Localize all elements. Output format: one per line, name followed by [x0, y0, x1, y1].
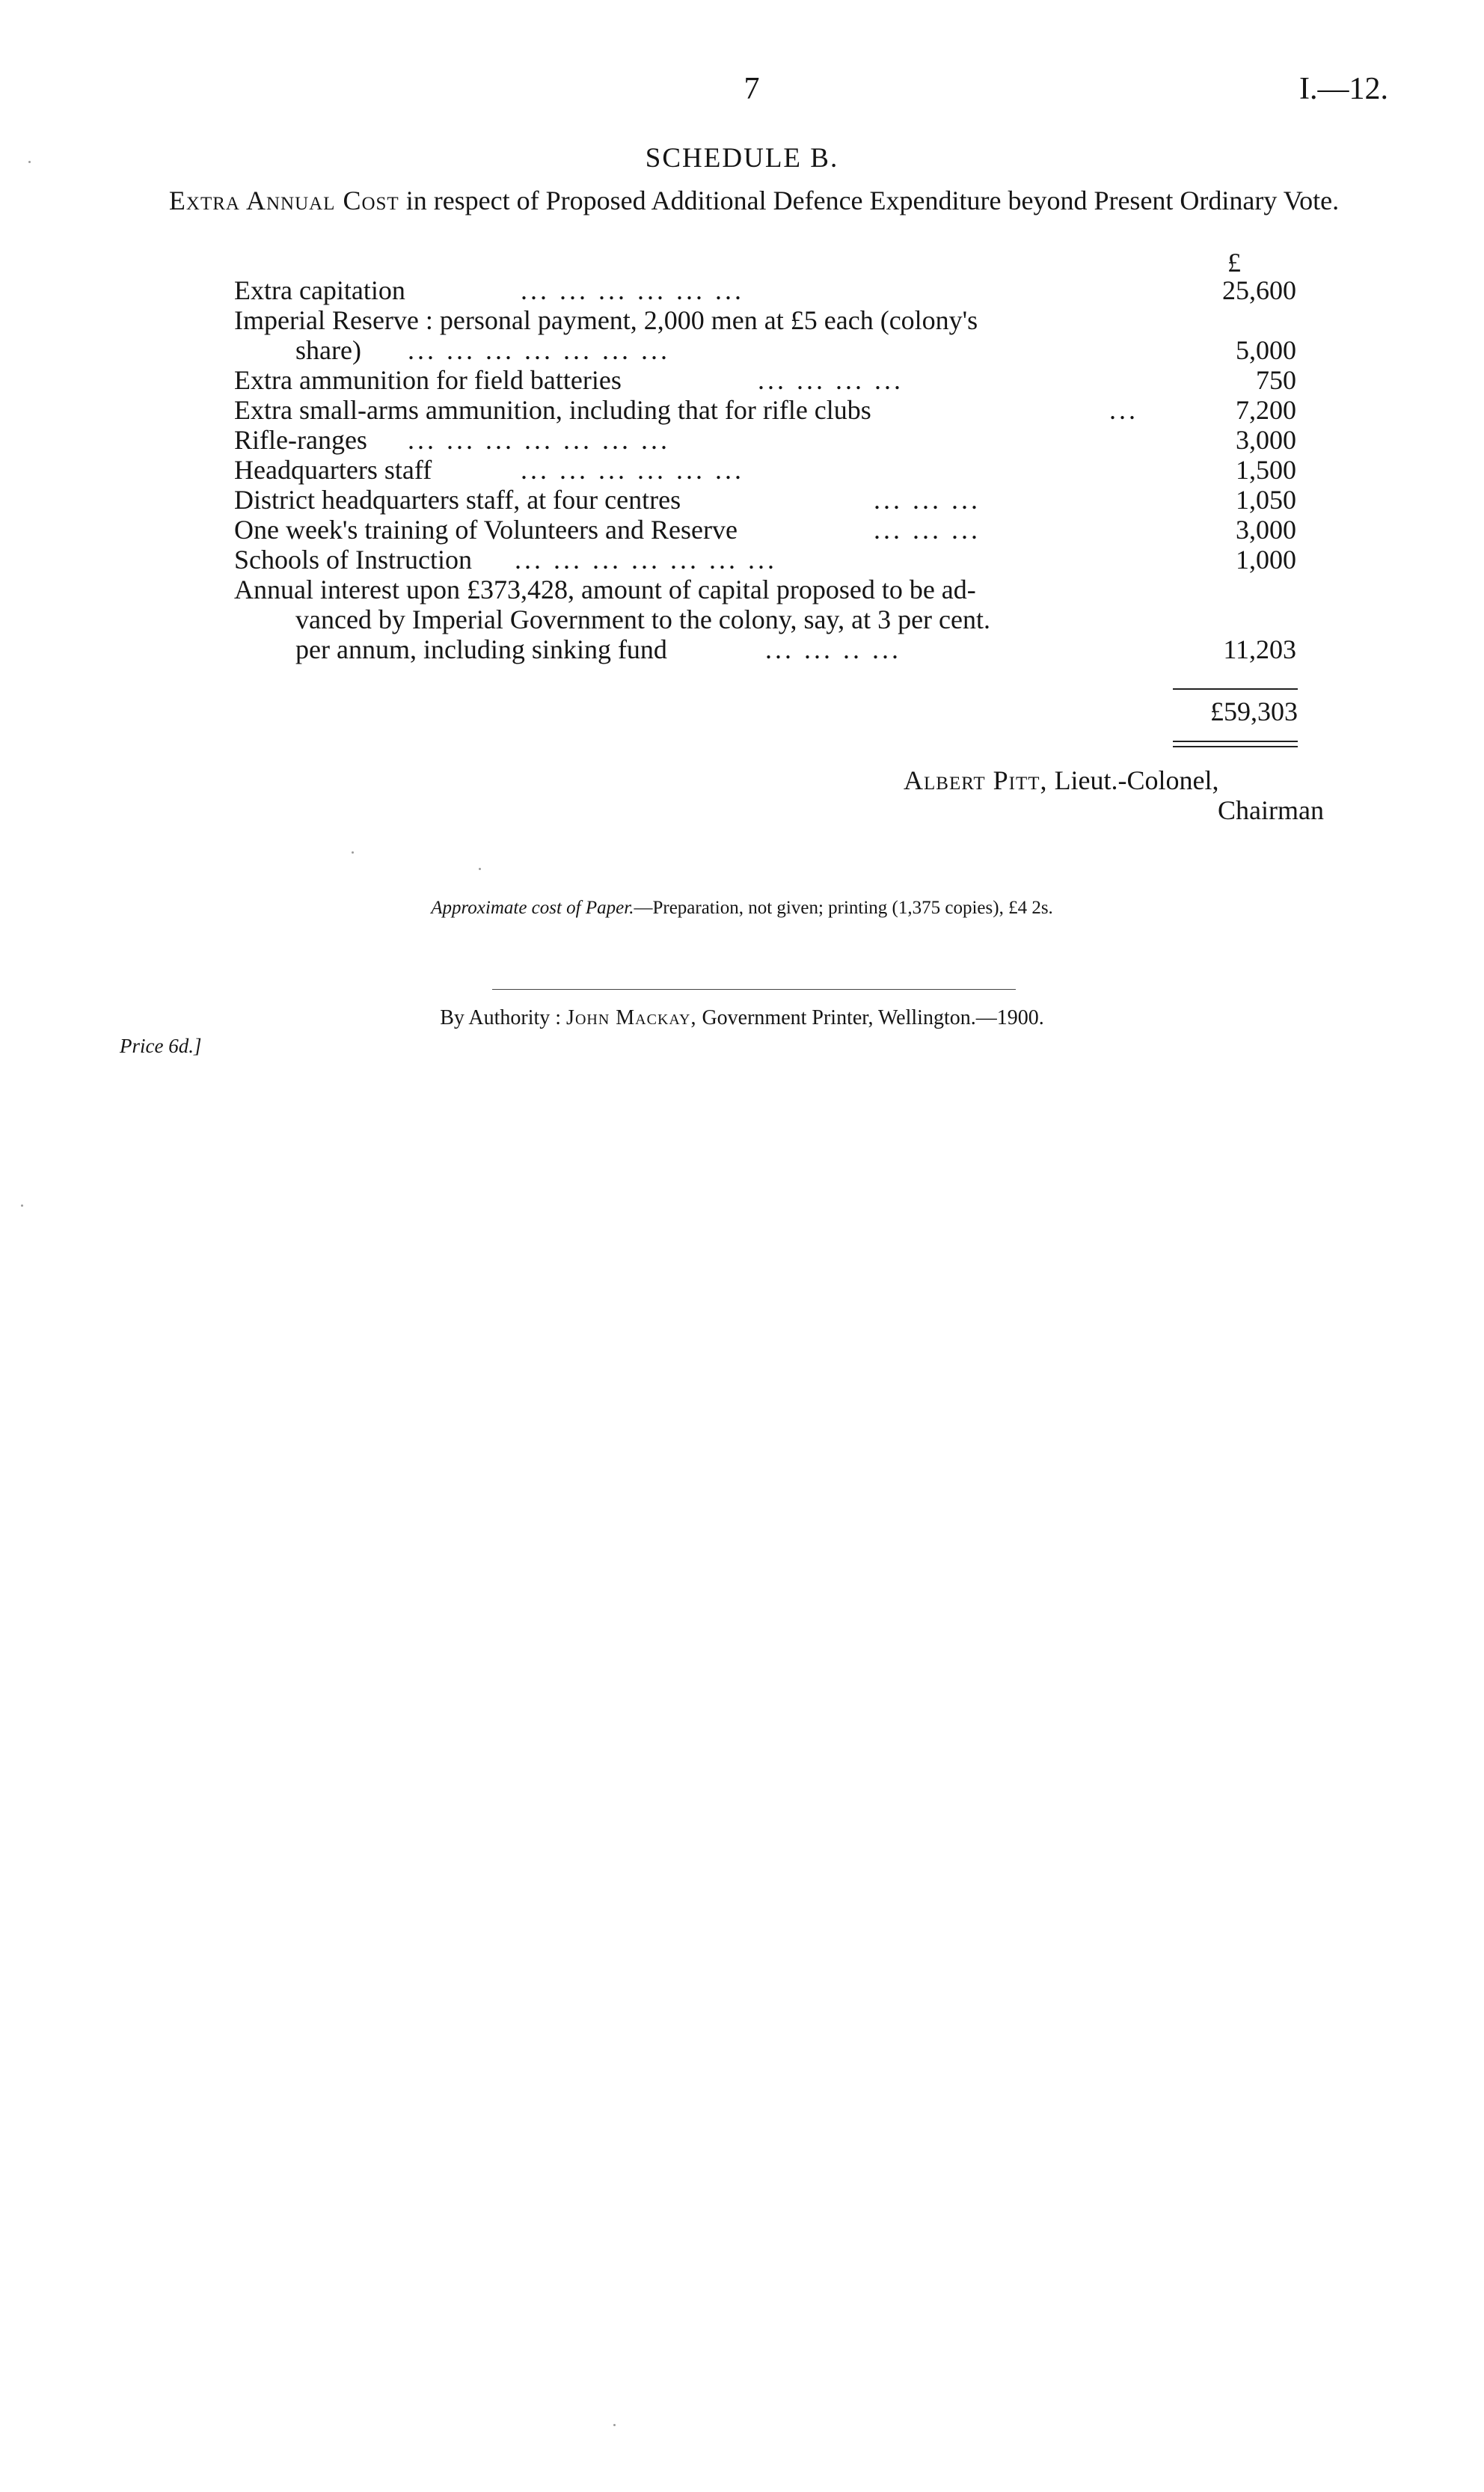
leader-dots: ... ... ... ... ... ... ... [408, 425, 670, 455]
signatory-rank: Lieut.-Colonel, [1054, 765, 1219, 795]
item-imperial-reserve [234, 305, 1296, 365]
item-label: Extra small-arms ammunition, including that for rifle clubs [234, 395, 871, 425]
signatory [904, 765, 1219, 796]
item-small-arms [234, 395, 1296, 425]
scan-speck [21, 1204, 23, 1207]
leader-dots: ... ... ... ... ... ... ... [408, 335, 670, 365]
total-double-rule-upper [1173, 741, 1298, 742]
item-label: One week's training of Volunteers and Reserve [234, 515, 738, 545]
scan-speck [28, 161, 31, 163]
scan-speck [352, 851, 354, 854]
grand-total: £59,303 [1210, 697, 1298, 726]
item-amount: 1,500 [1236, 455, 1296, 485]
currency-column-header: £ [1227, 248, 1241, 278]
item-schools-of-instruction [234, 545, 1296, 575]
item-label-continued: share) [295, 335, 361, 365]
total-double-rule-lower [1173, 746, 1298, 747]
item-label: Extra capitation [234, 275, 405, 305]
price-note: Price 6d.] [120, 1035, 202, 1057]
item-amount: 1,050 [1236, 485, 1296, 515]
total-top-rule [1173, 688, 1298, 690]
item-rifle-ranges [234, 425, 1296, 455]
page-reference: I.—12. [1299, 72, 1388, 106]
item-label: Headquarters staff [234, 455, 432, 485]
item-label-continued: vanced by Imperial Government to the colony, say, at 3 per cent. [295, 604, 991, 634]
item-label: Annual interest upon £373,428, amount of capital proposed to be ad- [234, 575, 976, 604]
printer-details: Government Printer, Wellington.—1900. [702, 1006, 1044, 1029]
leader-dots: ... ... ... ... ... ... [521, 275, 744, 305]
footer-rule [492, 989, 1016, 990]
schedule-title: SCHEDULE B. [645, 143, 839, 174]
item-label: Imperial Reserve : personal payment, 2,000 men at £5 each (colony's [234, 305, 978, 335]
item-headquarters-staff [234, 455, 1296, 485]
subtitle-lead: Extra Annual Cost [168, 186, 399, 215]
item-amount: 5,000 [1236, 335, 1296, 365]
item-label-continued: per annum, including sinking fund [295, 634, 667, 664]
item-amount: 7,200 [1236, 395, 1296, 425]
cost-note-detail: —Preparation, not given; printing (1,375 copies), £4 2s. [634, 898, 1053, 918]
item-label: District headquarters staff, at four centres [234, 485, 681, 515]
page-number: 7 [743, 72, 760, 106]
scan-speck [613, 2424, 616, 2426]
schedule-subtitle [114, 185, 1394, 216]
expenditure-items [234, 275, 1296, 664]
item-amount: 3,000 [1236, 425, 1296, 455]
item-amount: 1,000 [1236, 545, 1296, 575]
leader-dots: ... ... ... ... [758, 365, 904, 395]
leader-dots: ... [1109, 395, 1138, 425]
paper-cost-note [0, 898, 1484, 919]
item-extra-capitation [234, 275, 1296, 305]
leader-dots: ... ... .. ... [765, 634, 901, 664]
authority-prefix: By Authority : [440, 1006, 562, 1029]
item-week-training [234, 515, 1296, 545]
item-amount: 25,600 [1222, 275, 1296, 305]
item-field-batteries [234, 365, 1296, 395]
subtitle-rest: in respect of Proposed Additional Defence Expenditure beyond Present Ordinary Vote. [405, 186, 1340, 215]
printer-name: John Mackay, [566, 1006, 697, 1029]
signatory-name: Albert Pitt, [904, 765, 1048, 795]
item-amount: 11,203 [1223, 634, 1296, 664]
leader-dots: ... ... ... [874, 515, 981, 545]
item-label: Schools of Instruction [234, 545, 472, 575]
cost-note-label: Approximate cost of Paper. [431, 898, 634, 918]
item-district-headquarters [234, 485, 1296, 515]
item-amount: 750 [1256, 365, 1296, 395]
item-label: Rifle-ranges [234, 425, 367, 455]
item-annual-interest [234, 575, 1296, 664]
signatory-title: Chairman [1218, 795, 1324, 825]
printer-imprint [0, 1006, 1484, 1030]
leader-dots: ... ... ... ... ... ... ... [515, 545, 777, 575]
item-amount: 3,000 [1236, 515, 1296, 545]
leader-dots: ... ... ... ... ... ... [521, 455, 744, 485]
leader-dots: ... ... ... [874, 485, 981, 515]
scan-speck [479, 868, 481, 870]
item-label: Extra ammunition for field batteries [234, 365, 622, 395]
